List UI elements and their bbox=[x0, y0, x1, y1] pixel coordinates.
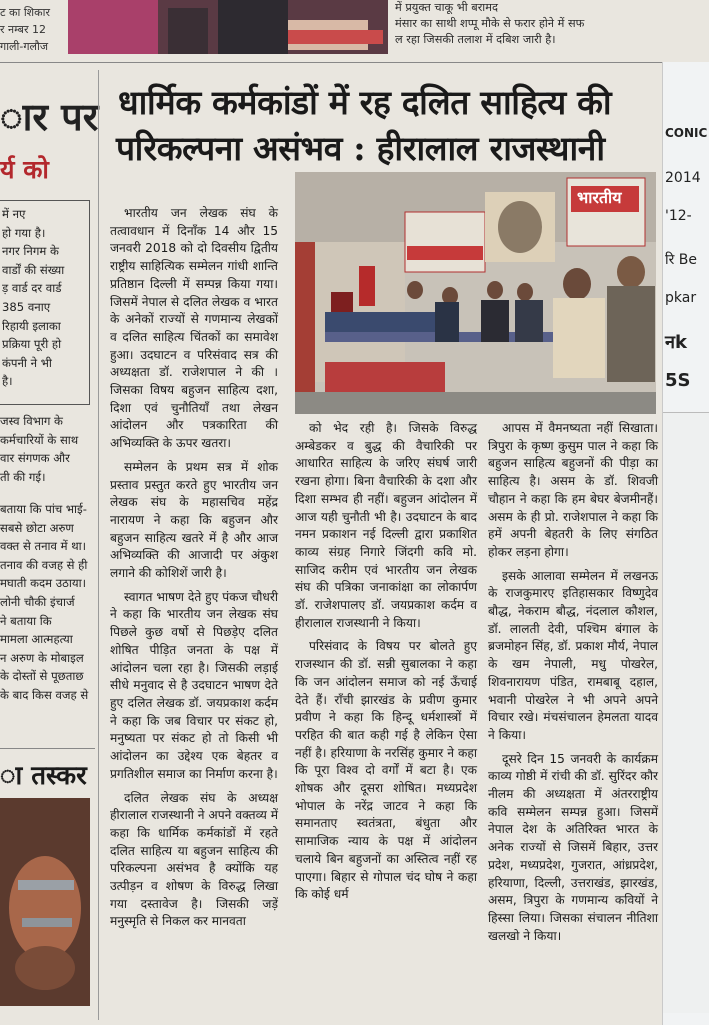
article-paragraph: इसके आलावा सम्मेलन में लखनऊ के राजकुमारए इतिहासकार विष्णुदेव बौद्ध, नेकराम बौद्ध, नंदलाल कौशल, डॉ. लालती देवी, पश्चिम बंगाल के ब्रजमोहन सिंह, डॉ. प्रकाश मौर्य, नेपाल के खम नेपाली, मधु पोखरेल, शिवनारायण पंडित, रामबाबू दहाल, भवानी पोखरेल ने भी अपने अपने विचार रखे। मंचसंचालन हेमलता यादव ने किया। bbox=[488, 568, 658, 742]
right-strip-item: pkar bbox=[665, 290, 697, 306]
article-paragraph: दूसरे दिन 15 जनवरी के कार्यक्रम काव्य गोष्ठी में रांची की डॉ. सुरिंदर कौर नीलम की अध्यक्षता में अंतरराष्ट्रीय कवि सम्मेलन सम्पन्न हुआ। जिसमें नेपाल देश के अतिरिक्त भारत के अनेक राज्यों से जिसमें बिहार, उत्तर प्रदेश, मध्यप्रदेश, गुजरात, आंध्रप्रदेश, हरियाणा, दिल्ली, उत्तराखंड, झारखंड, असम, त्रिपुरा के गणमान्य कवियों ने हिस्सा लिया। जिसका संचालन नीतिशा खलखो ने किया। bbox=[488, 751, 658, 943]
right-strip-item: 2014 bbox=[665, 170, 701, 186]
left-story-box: में नए हो गया है। नगर निगम के वार्डों की संख्या ड़ वार्ड दर वार्ड 385 वनाए रिहायी इलाका प्रक्रिया पूरी हो कंपनी ने भी है। bbox=[0, 200, 90, 405]
article-column-3 bbox=[488, 420, 658, 951]
left-story2-text: बताया कि पांच भाई- सबसे छोटा अरुण वक्त से तनाव में था। तनाव की वजह से ही मघाती कदम उठाया। लोनी चौकी इंचार्ज ने बताया कि मामला आत्महत्या न अरुण के मोबाइल के दोस्तों से पूछताछ के बाद किस वजह से bbox=[0, 502, 89, 702]
right-strip-item: '12- bbox=[665, 208, 692, 224]
article-headline-line2: परिकल्पना असंभव : हीरालाल राजस्थानी bbox=[116, 128, 605, 168]
article-paragraph: को भेद रही है। जिसके विरुद्ध अम्बेडकर व बुद्ध की वैचारिकी पर आधारित साहित्य के जरिए संघर्ष जारी रखना होगा। बिना वैचारिकी के दशा और दिशा सम्भव ही नहीं। बहुजन आंदोलन में आज यही चुनौती भी है। उदघाटन के बाद नमन प्रकाशन नई दिल्ली द्वारा प्रकाशित काव्य संग्रह निगारे जिंदगी कवि मो. साजिद करीम एवं भारतीय जन लेखक संघ की पत्रिका जनाकांक्षा का लोकार्पण डॉ. राजेशपालए डॉ. जयप्रकाश कर्दम व हीरालाल राजस्थानी ने किया। bbox=[295, 421, 477, 630]
left-column-rule bbox=[98, 70, 99, 1020]
right-strip-box bbox=[663, 412, 709, 1013]
top-divider bbox=[0, 62, 662, 63]
article-paragraph: स्वागत भाषण देते हुए पंकज चौधरी ने कहा कि भारतीय जन लेखक संघ पिछले कुछ वर्षो से पिछड़ेए दलित शोषित पीड़ित जनता के पक्ष में आंदोलन चला रहा है। जिसकी लड़ाई सीधे मनुवाद से है उदघाटन भाषण देते हुए दलित लेखक डॉ. जयप्रकाश कर्दम ने कहा कि जब विचार पर संकट हो, मनुष्यता पर संकट हो तो किसी भी आंदोलन का उद्देश्य एक बेहतर व प्रगतिशील समाज का निर्माण करना है। bbox=[110, 589, 278, 781]
left-story2-headline: ा तस्कर bbox=[0, 761, 87, 791]
right-strip bbox=[662, 62, 709, 1025]
article-column-2 bbox=[295, 420, 477, 910]
left-story2-photo bbox=[0, 798, 90, 1006]
top-strip-right-text: में प्रयुक्त चाकू भी बरामद मंसार का साथी शप्पू मौके से फरार होने में सफ ल रहा जिसकी तलाश में दबिश जारी है। bbox=[395, 1, 585, 46]
article-paragraph: सम्मेलन के प्रथम सत्र में शोक प्रस्ताव प्रस्तुत करते हुए भारतीय जन लेखक संघ के महासचिव महेंद्र नारायण ने कहा कि बहुजन और बहुजन साहित्य खतरे में है और आज अभिव्यक्ति की आजादी पर अंकुश लगाने की कोशिशें जारी है। bbox=[110, 459, 278, 581]
article-paragraph: दलित लेखक संघ के अध्यक्ष हीरालाल राजस्थानी ने अपने वक्तव्य में कहा कि धार्मिक कर्मकांडों में रहते दलित साहित्य या बहुजन साहित्य की परिकल्पना असंभव है क्योंकि यह उत्पीड़न व शोषण के विरुद्ध लिखा गया दस्तावेज है। जिसकी जड़ें मनुस्मृति से निकल कर मानवता bbox=[110, 790, 278, 929]
left-story-headline: ार पर bbox=[0, 94, 99, 139]
right-strip-item: CONIC bbox=[665, 126, 708, 140]
article-column-1 bbox=[110, 205, 278, 937]
left-story-subhead: र्य को bbox=[0, 155, 49, 184]
article-paragraph: परिसंवाद के विषय पर बोलते हुए राजस्थान की डॉ. सन्नी सुबालका ने कहा कि जन आंदोलन समाज को नई ऊँचाई देते हैं। राँची झारखंड के प्रवीण कुमार प्रवीण ने कहा कि हिन्दू धर्मशास्त्रों में परहित की बात कही गई है लेकिन ऐसा नहीं है। हरियाणा के नरसिंह कुमार ने कहा कि पूरा विश्व दो वर्गों में बटा है। एक शोषक और दूसरा शोषित। मध्यप्रदेश भोपाल के नरेंद्र जाटव ने कहा कि समानताए स्वतंत्रता, बंधुता और सामाजिक न्याय के पक्ष में आंदोलन चलाये बिन बहुजनों का अस्तित्व नहीं रह पाएगा। बिहार से गोपाल चंद घोष ने कहा कि कोई धर्म bbox=[295, 639, 477, 902]
right-strip-item: रि Be bbox=[665, 252, 698, 268]
article-headline-line1: धार्मिक कर्मकांडों में रह दलित साहित्य की bbox=[118, 82, 612, 122]
article-photo bbox=[295, 172, 656, 414]
top-strip-left-text: ट का शिकार र नम्बर 12 गाली-गलौज bbox=[0, 6, 50, 53]
right-strip-item: नk bbox=[665, 332, 687, 353]
left-story-text: जस्व विभाग के कर्मचारियों के साथ वार संगणक और ती की गई। bbox=[0, 414, 79, 484]
left-divider bbox=[0, 748, 95, 749]
article-paragraph: आपस में वैमनष्यता नहीं सिखाता। त्रिपुरा के कृष्ण कुसुम पाल ने कहा कि बहुजन साहित्य बहुजनों की पीड़ा का साहित्य है। असम के डॉ. शिवजी चौहान ने कहा कि हम बेघर बेजमीनहैं। असम के ही प्रो. राजेशपाल ने कहा कि हमें अपनी बेहतरी के लिए संगठित होकर लड़ना होगा। bbox=[488, 421, 658, 559]
photo-banner-text: भारतीय bbox=[577, 188, 622, 207]
top-strip-photo bbox=[68, 0, 388, 54]
article-paragraph: भारतीय जन लेखक संघ के तत्वावधान में दिनाँक 14 और 15 जनवरी 2018 को दो दिवसीय द्वितीय राष्ट्रीय साहित्यिक सम्मेलन गांधी शान्ति प्रतिष्ठान दिल्ली में सम्पन्न किया गया। जिसमें नेपाल से दलित लेखक व भारत के अनेकों राज्यों से गणमान्य लेखकों व दलित साहित्य चिंतकों का समावेश हुआ। उदघाटन व परिसंवाद सत्र की अध्यक्षता डॉ. राजेशपाल ने की । जिसका विषय बहुजन साहित्य दशा, दिशा एवं चुनौतियाँ तथा लेखन आंदोलन और पत्रकारिता की अभिव्यक्ति के ऊपर खतरा। bbox=[110, 206, 278, 451]
right-strip-item: 5S bbox=[665, 370, 691, 391]
